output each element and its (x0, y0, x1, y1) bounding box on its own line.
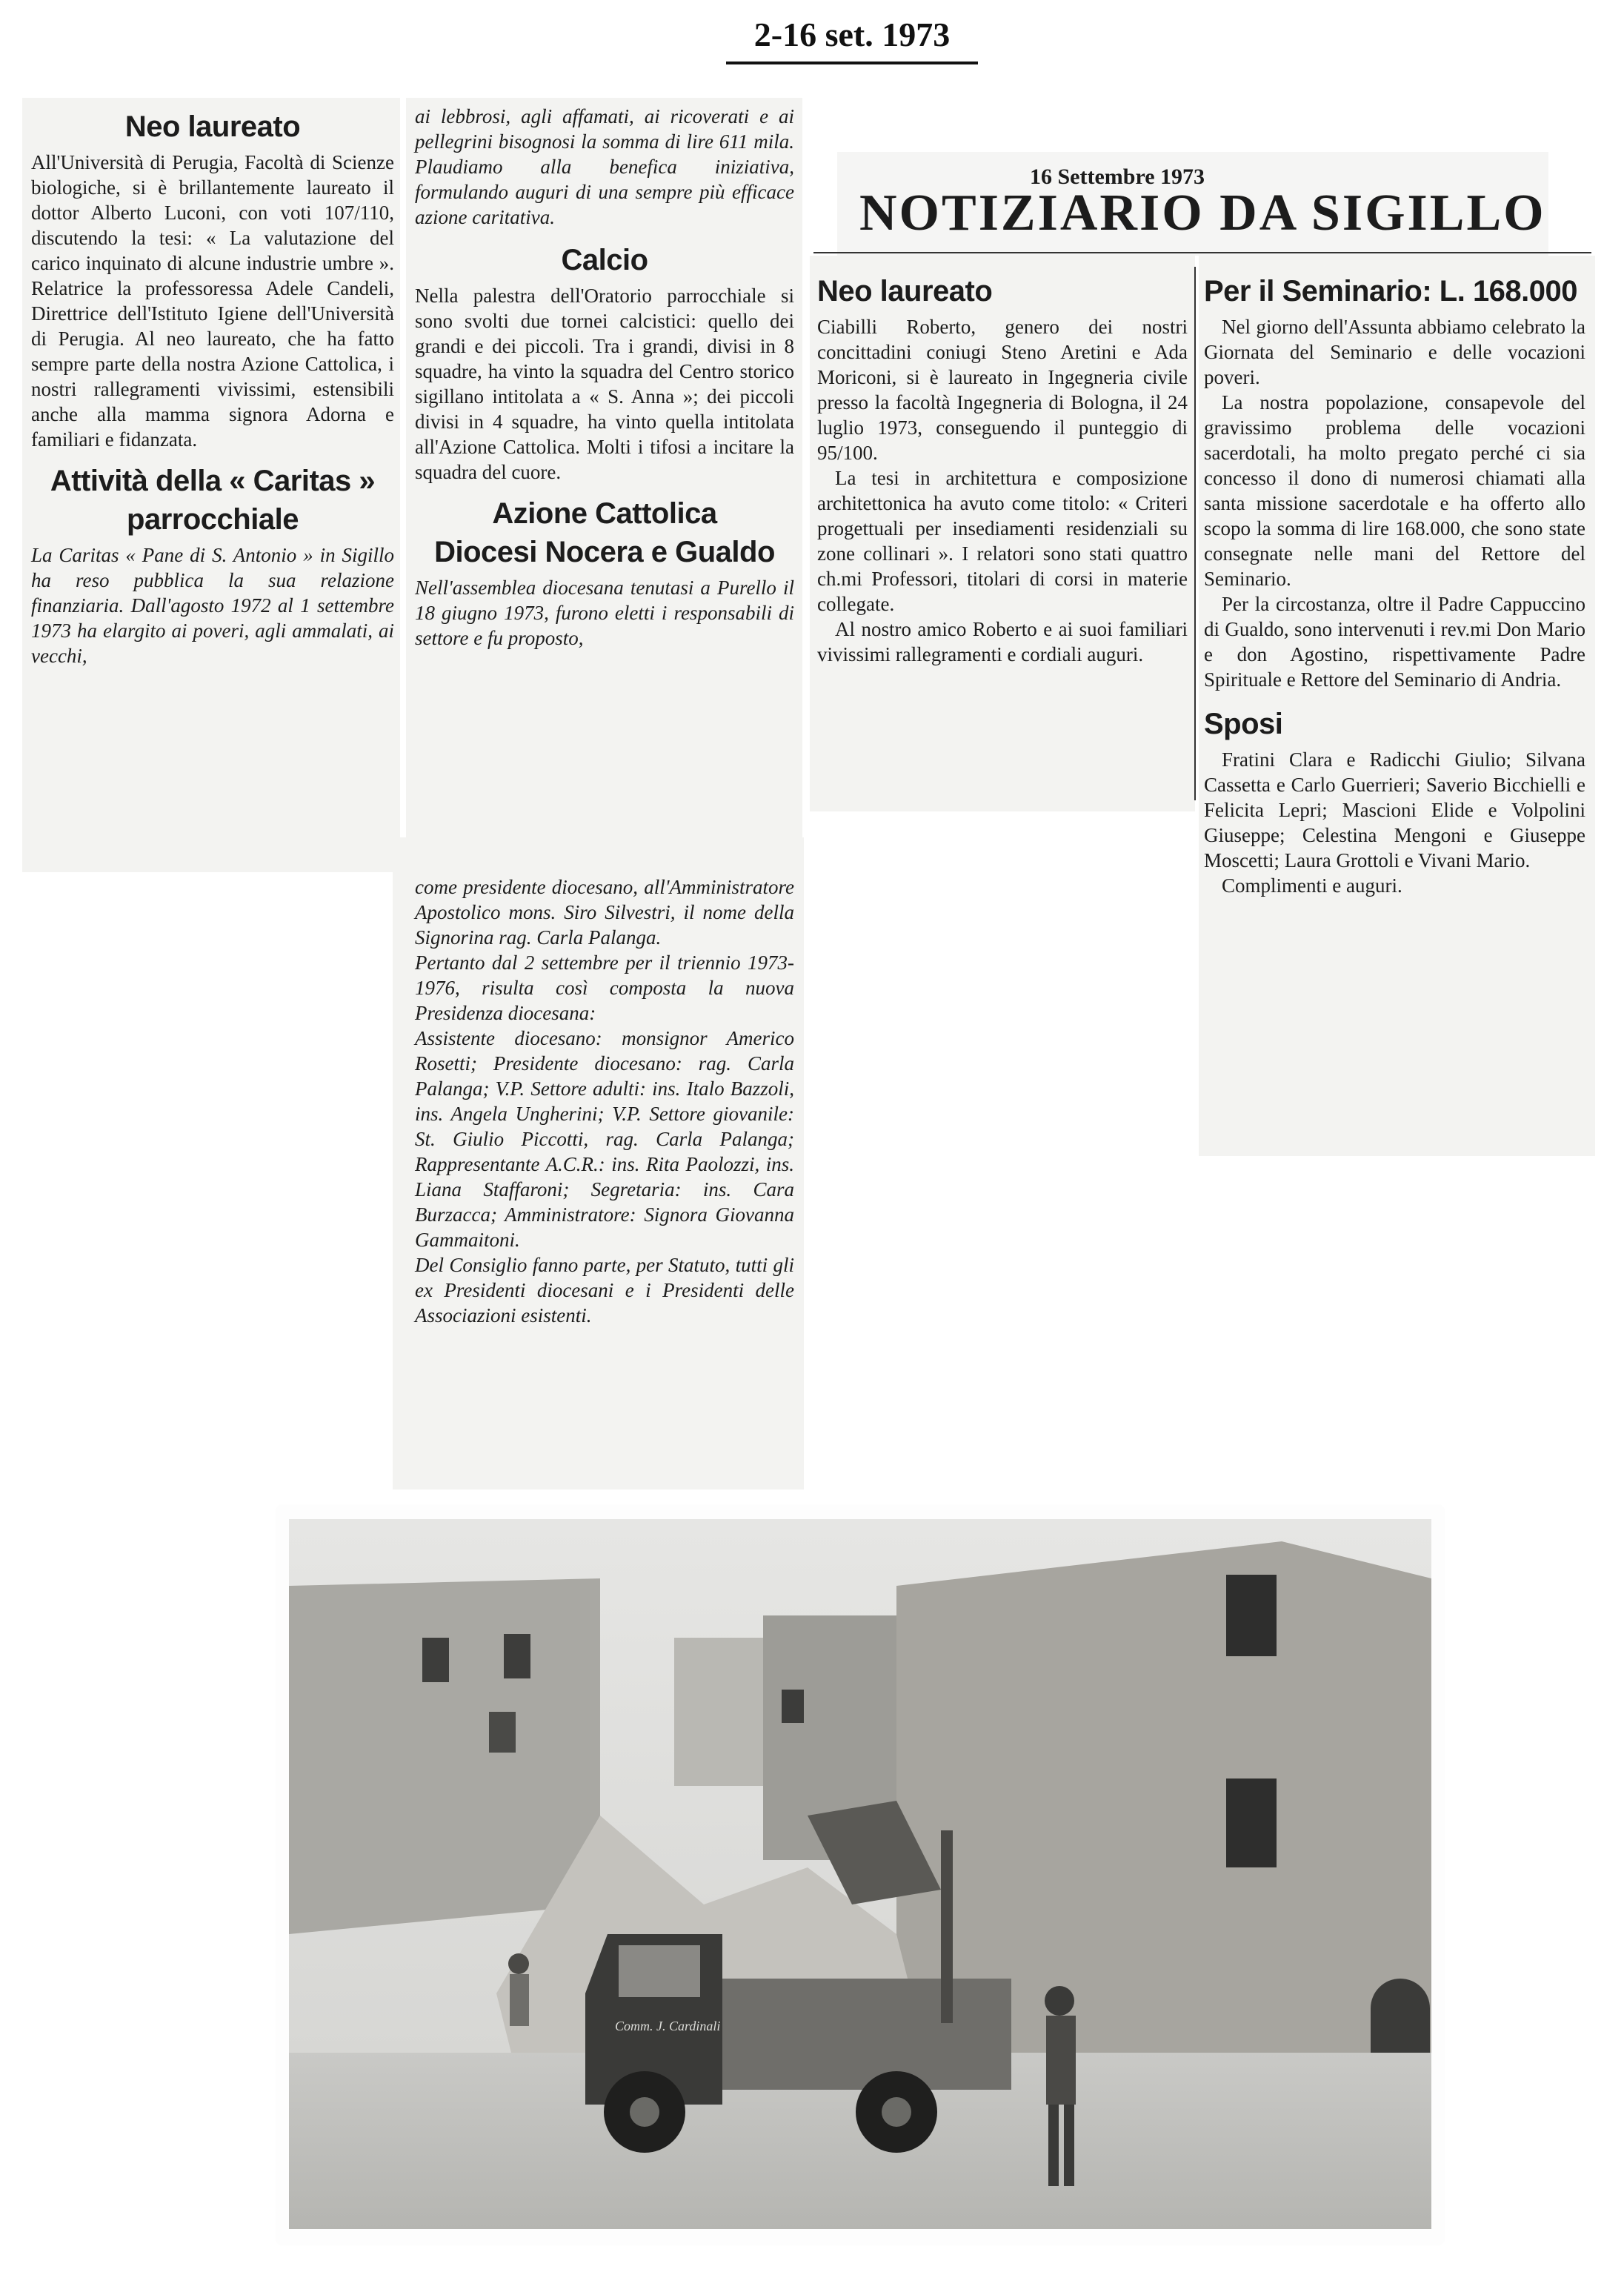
wheel-hub (882, 2097, 911, 2127)
azione-cattolica-title-line1: Azione Cattolica (492, 497, 717, 530)
man-leg (1048, 2105, 1059, 2186)
window (782, 1690, 804, 1723)
worker-body (510, 1974, 529, 2026)
window (1226, 1575, 1277, 1656)
man-leg (1064, 2105, 1074, 2186)
sposi-body: Fratini Clara e Radicchi Giulio; Silvana Cassetta e Carlo Guerrieri; Saverio Bicchielli e Felicita Lepri; Mascioni Elide e Volpolini Giuseppe; Celestina Mengoni e Giuseppe Moscetti; Laura Grottoli e Vivani Mario. (1204, 748, 1585, 871)
neo-laureato-2-body-2: La tesi in architettura e composizione architettonica ha avuto come titolo: « Criteri progettuali per insediamenti residenziali su zone collinari ». I relatori sono stati quattro ch.mi Professori, titolari di corsi in materie collegate. (817, 467, 1188, 615)
caritas-body: La Caritas « Pane di S. Antonio » in Sigillo ha reso pubblica la sua relazione finanziaria. Dall'agosto 1972 al 1 settembre 1973 ha elargito ai poveri, agli ammalati, ai vecchi, (31, 544, 394, 667)
page-date-heading: 2-16 set. 1973 (726, 15, 978, 64)
notiziario-date: 16 Settembre 1973 (1030, 165, 1205, 189)
photograph-truck-demolition (276, 1504, 1445, 2245)
column-divider (1194, 267, 1196, 800)
azione-cattolica-body-4: Assistente diocesano: monsignor Americo Rosetti; Presidente diocesano: rag. Carla Palanga; V.P. Settore adulti: ins. Italo Bazzoli, ins. Angela Ungherini; V.P. Settore giovanile: St. Giulio Piccotti, rag. Carla Palanga; Rappresentante A.C.R.: ins. Rita Paolozzi, ins. Liana Staffaroni; Segretaria: ins. Cara Burzacca; Amministratore: Signora Giovanna Gammaitoni. (415, 1027, 794, 1251)
neo-laureato-2-body-3: Al nostro amico Roberto e ai suoi familiari vivissimi rallegramenti e cordiali auguri. (817, 618, 1188, 665)
truck-lettering: Comm. J. Cardinali (615, 2019, 721, 2033)
sposi-title: Sposi (1204, 708, 1283, 740)
calcio-body: Nella palestra dell'Oratorio parrocchiale si sono svolti due tornei calcistici: quello dei grandi e dei piccoli. Tra i grandi, divisi in 8 squadre, ha vinto la squadra del Centro storico sigillano intitolata a « S. Anna »; dei piccoli divisi in 4 squadre, ha vinto quella intitolata all'Azione Cattolica. Molti i tifosi a incitare la squadra del cuore. (415, 285, 794, 483)
seminario-body-3: Per la circostanza, oltre il Padre Cappuccino di Gualdo, sono intervenuti i rev.mi Don Mario e don Agostino, rispettivamente Padre Spirituale e Rettore del Seminario di Andria. (1204, 593, 1585, 691)
azione-cattolica-body-3: Pertanto dal 2 settembre per il triennio 1973-1976, risulta così composta la nuova Presidenza diocesana: (415, 951, 794, 1024)
caritas-continued: ai lebbrosi, agli affamati, ai ricoverati e ai pellegrini bisognosi la somma di lire 611 mila. Plaudiamo alla benefica iniziativa, formulando auguri di una sempre più efficace azione caritativa. (415, 105, 794, 228)
azione-cattolica-body-5: Del Consiglio fanno parte, per Statuto, tutti gli ex Presidenti diocesani e i Presidenti delle Associazioni esistenti. (415, 1254, 794, 1326)
seminario-title: Per il Seminario: L. 168.000 (1204, 275, 1578, 308)
neo-laureato-body: All'Università di Perugia, Facoltà di Scienze biologiche, si è brillantemente laureato il dottor Alberto Luconi, con voti 107/110, discutendo la tesi: « La valutazione del carico inquinato di alcune industrie umbre ». Relatrice la professoressa Adele Candeli, Direttrice dell'Istituto Igiene dell'Università di Perugia. Al neo laureato, che ha fatto sempre parte della nostra Azione Cattolica, i nostri rallegramenti vivissimi, estensibili anche alla mamma signora Adorna e familiari e fidanzata. (31, 151, 394, 451)
window (489, 1712, 516, 1753)
header-rule (813, 252, 1591, 253)
seminario-body-1: Nel giorno dell'Assunta abbiamo celebrato la Giornata del Seminario e delle vocazioni poveri. (1204, 316, 1585, 388)
caritas-title-line1: Attività della « Caritas » (50, 465, 376, 497)
sposi-closing: Complimenti e auguri. (1222, 874, 1402, 897)
worker-head (508, 1953, 529, 1974)
window (1226, 1779, 1277, 1867)
worker (508, 1953, 529, 2026)
seminario-body-2: La nostra popolazione, consapevole del gravissimo problema delle vocazioni sacerdotali, ha molto pregato perché ci sia concesso il dono di numerosi chiamati alla santa missione sacerdotale e ha offerto allo scopo la somma di lire 168.000, che sono state consegnate nelle mani del Rettore del Seminario. (1204, 391, 1585, 590)
truck-window (619, 1945, 700, 1997)
calcio-title: Calcio (561, 244, 648, 276)
azione-cattolica-title-line2: Diocesi Nocera e Gualdo (434, 536, 775, 568)
neo-laureato-2-body-1: Ciabilli Roberto, genero dei nostri concittadini coniugi Steno Aretini e Ada Moriconi, si è laureato in Ingegneria civile presso la facoltà Ingegneria di Bologna, il 24 luglio 1973, conseguendo il punteggio di 95/100. (817, 316, 1188, 464)
truck-bed (722, 1979, 1011, 2090)
notiziario-title: NOTIZIARIO DA SIGILLO (859, 185, 1546, 242)
window (504, 1634, 530, 1678)
man-head (1045, 1986, 1074, 2016)
neo-laureato-title: Neo laureato (124, 110, 301, 143)
middle-column (415, 104, 794, 651)
left-building (289, 1578, 600, 1934)
caritas-title-line2: parrocchiale (127, 503, 299, 536)
window (422, 1638, 449, 1682)
azione-cattolica-body-2: come presidente diocesano, all'Amministratore Apostolico mons. Siro Silvestri, il nome della Signorina rag. Carla Palanga. (415, 876, 794, 949)
wheel-hub (630, 2097, 659, 2127)
excavator-arm (941, 1830, 953, 2023)
man-body (1046, 2016, 1076, 2105)
neo-laureato-2-title: Neo laureato (817, 275, 993, 308)
middle-column-continued (415, 874, 794, 1328)
right-column-a (817, 268, 1188, 667)
distant-building (674, 1638, 763, 1786)
azione-cattolica-body-1: Nell'assemblea diocesana tenutasi a Purello il 18 giugno 1973, furono eletti i responsabili di settore e fu proposto, (415, 577, 794, 649)
right-column-b (1204, 268, 1585, 898)
photo-illustration (289, 1519, 1431, 2229)
left-column (31, 104, 394, 668)
